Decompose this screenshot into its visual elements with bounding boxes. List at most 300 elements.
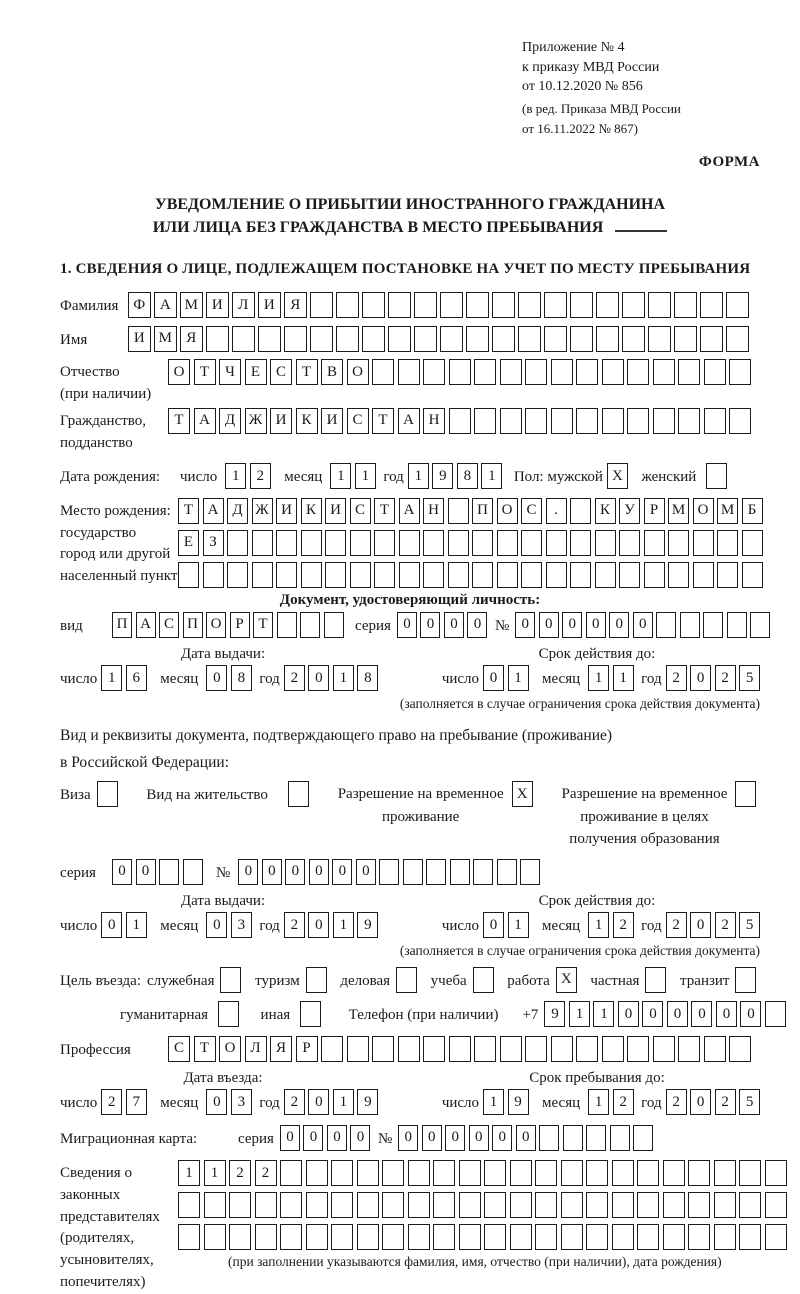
char-cell[interactable]: 1 xyxy=(481,463,502,489)
char-cell[interactable]: 1 xyxy=(126,912,147,938)
id-issue-year-field[interactable] xyxy=(284,665,382,691)
char-cell[interactable] xyxy=(159,859,179,885)
char-cell[interactable]: Т xyxy=(168,408,190,434)
char-cell[interactable]: . xyxy=(546,498,567,524)
char-cell[interactable]: О xyxy=(497,498,518,524)
char-cell[interactable] xyxy=(563,1125,583,1151)
char-cell[interactable]: 0 xyxy=(667,1001,688,1027)
char-cell[interactable] xyxy=(678,1036,700,1062)
char-cell[interactable] xyxy=(518,326,541,352)
char-cell[interactable]: 0 xyxy=(206,665,227,691)
char-cell[interactable] xyxy=(714,1160,736,1186)
char-cell[interactable] xyxy=(735,967,756,993)
char-cell[interactable] xyxy=(596,292,619,318)
char-cell[interactable] xyxy=(408,1224,430,1250)
char-cell[interactable] xyxy=(449,408,471,434)
char-cell[interactable] xyxy=(408,1160,430,1186)
char-cell[interactable] xyxy=(350,562,371,588)
char-cell[interactable]: С xyxy=(159,612,179,638)
char-cell[interactable] xyxy=(379,859,399,885)
char-cell[interactable] xyxy=(440,326,463,352)
char-cell[interactable] xyxy=(472,530,493,556)
char-cell[interactable]: 0 xyxy=(308,912,329,938)
char-cell[interactable] xyxy=(284,326,307,352)
char-cell[interactable] xyxy=(466,326,489,352)
char-cell[interactable]: А xyxy=(194,408,216,434)
char-cell[interactable]: И xyxy=(206,292,229,318)
char-cell[interactable] xyxy=(570,530,591,556)
char-cell[interactable]: Т xyxy=(374,498,395,524)
id-issue-day-field[interactable] xyxy=(101,665,150,691)
char-cell[interactable] xyxy=(403,859,423,885)
char-cell[interactable] xyxy=(459,1224,481,1250)
char-cell[interactable] xyxy=(637,1192,659,1218)
char-cell[interactable] xyxy=(408,1192,430,1218)
guardians-row2-field[interactable] xyxy=(178,1192,790,1218)
char-cell[interactable] xyxy=(656,612,676,638)
char-cell[interactable] xyxy=(414,292,437,318)
char-cell[interactable] xyxy=(637,1224,659,1250)
char-cell[interactable] xyxy=(510,1224,532,1250)
char-cell[interactable]: 0 xyxy=(397,612,417,638)
char-cell[interactable] xyxy=(97,781,118,807)
char-cell[interactable] xyxy=(362,292,385,318)
stay-year-field[interactable] xyxy=(666,1089,764,1115)
char-cell[interactable] xyxy=(729,408,751,434)
char-cell[interactable]: Л xyxy=(232,292,255,318)
char-cell[interactable] xyxy=(280,1192,302,1218)
char-cell[interactable] xyxy=(204,1224,226,1250)
char-cell[interactable] xyxy=(423,562,444,588)
entry-day-field[interactable] xyxy=(101,1089,150,1115)
char-cell[interactable] xyxy=(727,612,747,638)
char-cell[interactable] xyxy=(693,562,714,588)
char-cell[interactable]: И xyxy=(276,498,297,524)
char-cell[interactable] xyxy=(203,562,224,588)
char-cell[interactable]: 0 xyxy=(422,1125,442,1151)
guardians-row1-field[interactable] xyxy=(178,1160,790,1186)
char-cell[interactable] xyxy=(544,326,567,352)
guardians-row3-field[interactable] xyxy=(178,1224,790,1250)
char-cell[interactable]: Д xyxy=(227,498,248,524)
char-cell[interactable]: 2 xyxy=(229,1160,251,1186)
char-cell[interactable] xyxy=(276,530,297,556)
char-cell[interactable] xyxy=(663,1160,685,1186)
char-cell[interactable] xyxy=(433,1192,455,1218)
char-cell[interactable] xyxy=(704,359,726,385)
birthplace-row3-field[interactable] xyxy=(178,562,766,588)
char-cell[interactable]: 0 xyxy=(690,665,711,691)
char-cell[interactable] xyxy=(717,530,738,556)
char-cell[interactable] xyxy=(301,530,322,556)
char-cell[interactable]: М xyxy=(154,326,177,352)
char-cell[interactable] xyxy=(678,359,700,385)
char-cell[interactable] xyxy=(350,530,371,556)
char-cell[interactable]: 1 xyxy=(330,463,351,489)
char-cell[interactable] xyxy=(204,1192,226,1218)
char-cell[interactable]: 1 xyxy=(225,463,246,489)
char-cell[interactable] xyxy=(178,1192,200,1218)
char-cell[interactable]: 0 xyxy=(740,1001,761,1027)
char-cell[interactable] xyxy=(521,530,542,556)
doc-number-field[interactable] xyxy=(515,612,774,638)
char-cell[interactable] xyxy=(570,326,593,352)
char-cell[interactable]: 0 xyxy=(469,1125,489,1151)
char-cell[interactable] xyxy=(619,562,640,588)
private-checkbox[interactable] xyxy=(645,967,670,993)
char-cell[interactable]: 0 xyxy=(303,1125,323,1151)
char-cell[interactable]: П xyxy=(112,612,132,638)
char-cell[interactable]: 2 xyxy=(715,1089,736,1115)
temp-residence-edu-checkbox[interactable] xyxy=(735,781,760,807)
char-cell[interactable]: Ж xyxy=(245,408,267,434)
char-cell[interactable] xyxy=(388,326,411,352)
char-cell[interactable] xyxy=(398,359,420,385)
char-cell[interactable]: 3 xyxy=(231,1089,252,1115)
char-cell[interactable] xyxy=(448,530,469,556)
char-cell[interactable]: 0 xyxy=(609,612,629,638)
char-cell[interactable]: В xyxy=(321,359,343,385)
char-cell[interactable] xyxy=(704,408,726,434)
char-cell[interactable]: 0 xyxy=(492,1125,512,1151)
char-cell[interactable] xyxy=(414,326,437,352)
char-cell[interactable]: 0 xyxy=(515,612,535,638)
char-cell[interactable]: 0 xyxy=(633,612,653,638)
char-cell[interactable] xyxy=(473,967,494,993)
mig-series-field[interactable] xyxy=(280,1125,374,1151)
char-cell[interactable] xyxy=(399,530,420,556)
char-cell[interactable]: 0 xyxy=(642,1001,663,1027)
profession-field[interactable] xyxy=(168,1036,755,1062)
char-cell[interactable] xyxy=(714,1224,736,1250)
char-cell[interactable]: 1 xyxy=(613,665,634,691)
char-cell[interactable] xyxy=(735,781,756,807)
char-cell[interactable] xyxy=(595,562,616,588)
char-cell[interactable] xyxy=(688,1192,710,1218)
char-cell[interactable] xyxy=(178,562,199,588)
char-cell[interactable]: 2 xyxy=(613,1089,634,1115)
char-cell[interactable] xyxy=(742,562,763,588)
char-cell[interactable]: 0 xyxy=(618,1001,639,1027)
char-cell[interactable]: 0 xyxy=(206,1089,227,1115)
char-cell[interactable]: 2 xyxy=(284,665,305,691)
char-cell[interactable] xyxy=(372,359,394,385)
char-cell[interactable] xyxy=(448,562,469,588)
char-cell[interactable] xyxy=(310,292,333,318)
char-cell[interactable] xyxy=(227,562,248,588)
res-valid-month-field[interactable] xyxy=(588,912,637,938)
res-valid-day-field[interactable] xyxy=(483,912,532,938)
char-cell[interactable]: 0 xyxy=(136,859,156,885)
transit-checkbox[interactable] xyxy=(735,967,760,993)
char-cell[interactable] xyxy=(325,562,346,588)
res-valid-year-field[interactable] xyxy=(666,912,764,938)
char-cell[interactable] xyxy=(382,1160,404,1186)
char-cell[interactable] xyxy=(546,562,567,588)
char-cell[interactable]: У xyxy=(619,498,640,524)
char-cell[interactable] xyxy=(525,359,547,385)
char-cell[interactable] xyxy=(653,408,675,434)
char-cell[interactable] xyxy=(637,1160,659,1186)
char-cell[interactable] xyxy=(331,1224,353,1250)
char-cell[interactable]: 1 xyxy=(588,665,609,691)
female-checkbox[interactable] xyxy=(706,463,731,489)
char-cell[interactable] xyxy=(520,859,540,885)
char-cell[interactable] xyxy=(570,498,591,524)
char-cell[interactable]: 1 xyxy=(593,1001,614,1027)
char-cell[interactable] xyxy=(372,1036,394,1062)
char-cell[interactable]: 2 xyxy=(715,912,736,938)
char-cell[interactable]: И xyxy=(321,408,343,434)
char-cell[interactable] xyxy=(544,292,567,318)
char-cell[interactable] xyxy=(765,1192,787,1218)
char-cell[interactable] xyxy=(440,292,463,318)
char-cell[interactable] xyxy=(551,408,573,434)
char-cell[interactable] xyxy=(218,1001,239,1027)
char-cell[interactable] xyxy=(610,1125,630,1151)
char-cell[interactable] xyxy=(596,326,619,352)
char-cell[interactable]: А xyxy=(399,498,420,524)
char-cell[interactable] xyxy=(704,1036,726,1062)
char-cell[interactable] xyxy=(382,1224,404,1250)
char-cell[interactable] xyxy=(288,781,309,807)
char-cell[interactable] xyxy=(398,1036,420,1062)
char-cell[interactable] xyxy=(750,612,770,638)
char-cell[interactable]: 0 xyxy=(539,612,559,638)
char-cell[interactable]: 0 xyxy=(420,612,440,638)
char-cell[interactable]: М xyxy=(717,498,738,524)
char-cell[interactable] xyxy=(280,1224,302,1250)
char-cell[interactable]: 2 xyxy=(255,1160,277,1186)
char-cell[interactable]: 8 xyxy=(457,463,478,489)
birth-day-field[interactable] xyxy=(225,463,274,489)
char-cell[interactable]: 2 xyxy=(613,912,634,938)
char-cell[interactable] xyxy=(645,967,666,993)
char-cell[interactable]: Т xyxy=(194,359,216,385)
char-cell[interactable] xyxy=(586,1192,608,1218)
char-cell[interactable]: О xyxy=(693,498,714,524)
char-cell[interactable]: Т xyxy=(296,359,318,385)
char-cell[interactable]: О xyxy=(347,359,369,385)
char-cell[interactable] xyxy=(627,408,649,434)
char-cell[interactable]: Р xyxy=(644,498,665,524)
char-cell[interactable]: Д xyxy=(219,408,241,434)
char-cell[interactable] xyxy=(535,1224,557,1250)
char-cell[interactable]: 2 xyxy=(666,665,687,691)
char-cell[interactable] xyxy=(433,1224,455,1250)
char-cell[interactable]: 0 xyxy=(398,1125,418,1151)
char-cell[interactable] xyxy=(700,326,723,352)
char-cell[interactable]: Н xyxy=(423,408,445,434)
char-cell[interactable]: 2 xyxy=(715,665,736,691)
birth-year-field[interactable] xyxy=(408,463,506,489)
doc-series-field[interactable] xyxy=(397,612,491,638)
char-cell[interactable] xyxy=(500,359,522,385)
char-cell[interactable] xyxy=(229,1192,251,1218)
char-cell[interactable]: Е xyxy=(178,530,199,556)
char-cell[interactable] xyxy=(551,1036,573,1062)
char-cell[interactable]: И xyxy=(270,408,292,434)
male-checkbox[interactable] xyxy=(607,463,632,489)
char-cell[interactable]: 9 xyxy=(508,1089,529,1115)
char-cell[interactable] xyxy=(336,292,359,318)
char-cell[interactable]: С xyxy=(350,498,371,524)
char-cell[interactable] xyxy=(423,530,444,556)
char-cell[interactable] xyxy=(612,1160,634,1186)
char-cell[interactable] xyxy=(586,1160,608,1186)
char-cell[interactable]: 1 xyxy=(508,665,529,691)
char-cell[interactable]: 1 xyxy=(588,1089,609,1115)
char-cell[interactable] xyxy=(374,530,395,556)
char-cell[interactable]: А xyxy=(136,612,156,638)
char-cell[interactable] xyxy=(653,359,675,385)
visa-checkbox[interactable] xyxy=(97,781,122,807)
char-cell[interactable]: 1 xyxy=(483,1089,504,1115)
id-valid-month-field[interactable] xyxy=(588,665,637,691)
char-cell[interactable] xyxy=(357,1192,379,1218)
char-cell[interactable] xyxy=(525,408,547,434)
char-cell[interactable] xyxy=(627,359,649,385)
char-cell[interactable] xyxy=(518,292,541,318)
char-cell[interactable] xyxy=(484,1192,506,1218)
char-cell[interactable]: 0 xyxy=(308,665,329,691)
char-cell[interactable] xyxy=(423,1036,445,1062)
char-cell[interactable] xyxy=(644,530,665,556)
char-cell[interactable] xyxy=(717,562,738,588)
char-cell[interactable] xyxy=(255,1192,277,1218)
char-cell[interactable] xyxy=(706,463,727,489)
char-cell[interactable] xyxy=(729,1036,751,1062)
entry-year-field[interactable] xyxy=(284,1089,382,1115)
char-cell[interactable] xyxy=(362,326,385,352)
char-cell[interactable]: 5 xyxy=(739,665,760,691)
char-cell[interactable] xyxy=(726,326,749,352)
char-cell[interactable] xyxy=(602,1036,624,1062)
char-cell[interactable]: 0 xyxy=(309,859,329,885)
char-cell[interactable] xyxy=(466,292,489,318)
char-cell[interactable] xyxy=(255,1224,277,1250)
char-cell[interactable] xyxy=(714,1192,736,1218)
char-cell[interactable]: К xyxy=(301,498,322,524)
stay-day-field[interactable] xyxy=(483,1089,532,1115)
char-cell[interactable]: О xyxy=(168,359,190,385)
citizenship-field[interactable] xyxy=(168,408,755,434)
char-cell[interactable]: 9 xyxy=(544,1001,565,1027)
char-cell[interactable]: Ж xyxy=(252,498,273,524)
char-cell[interactable]: 2 xyxy=(666,1089,687,1115)
char-cell[interactable] xyxy=(668,562,689,588)
char-cell[interactable]: 9 xyxy=(357,912,378,938)
char-cell[interactable]: Р xyxy=(230,612,250,638)
char-cell[interactable]: 0 xyxy=(690,1089,711,1115)
char-cell[interactable] xyxy=(510,1192,532,1218)
char-cell[interactable] xyxy=(742,530,763,556)
char-cell[interactable]: 9 xyxy=(432,463,453,489)
char-cell[interactable] xyxy=(484,1224,506,1250)
char-cell[interactable] xyxy=(306,1192,328,1218)
char-cell[interactable] xyxy=(678,408,700,434)
char-cell[interactable]: 8 xyxy=(357,665,378,691)
char-cell[interactable] xyxy=(612,1224,634,1250)
char-cell[interactable]: Н xyxy=(423,498,444,524)
id-valid-day-field[interactable] xyxy=(483,665,532,691)
char-cell[interactable]: П xyxy=(183,612,203,638)
char-cell[interactable] xyxy=(668,530,689,556)
char-cell[interactable] xyxy=(688,1160,710,1186)
char-cell[interactable] xyxy=(561,1192,583,1218)
char-cell[interactable] xyxy=(500,408,522,434)
char-cell[interactable] xyxy=(648,326,671,352)
char-cell[interactable]: Я xyxy=(284,292,307,318)
char-cell[interactable] xyxy=(183,859,203,885)
char-cell[interactable] xyxy=(459,1192,481,1218)
char-cell[interactable]: 1 xyxy=(204,1160,226,1186)
char-cell[interactable] xyxy=(765,1160,787,1186)
char-cell[interactable]: А xyxy=(154,292,177,318)
char-cell[interactable] xyxy=(627,1036,649,1062)
temp-residence-checkbox[interactable] xyxy=(512,781,537,807)
char-cell[interactable] xyxy=(325,530,346,556)
char-cell[interactable] xyxy=(674,326,697,352)
char-cell[interactable] xyxy=(674,292,697,318)
char-cell[interactable]: X xyxy=(512,781,533,807)
char-cell[interactable] xyxy=(663,1192,685,1218)
char-cell[interactable] xyxy=(561,1160,583,1186)
char-cell[interactable]: 2 xyxy=(250,463,271,489)
char-cell[interactable]: 3 xyxy=(231,912,252,938)
char-cell[interactable] xyxy=(301,562,322,588)
char-cell[interactable] xyxy=(535,1192,557,1218)
char-cell[interactable] xyxy=(619,530,640,556)
char-cell[interactable] xyxy=(474,408,496,434)
char-cell[interactable] xyxy=(220,967,241,993)
char-cell[interactable] xyxy=(765,1001,786,1027)
char-cell[interactable]: Я xyxy=(270,1036,292,1062)
char-cell[interactable] xyxy=(347,1036,369,1062)
char-cell[interactable] xyxy=(399,562,420,588)
char-cell[interactable] xyxy=(306,1160,328,1186)
char-cell[interactable] xyxy=(586,1125,606,1151)
char-cell[interactable] xyxy=(423,359,445,385)
mig-number-field[interactable] xyxy=(398,1125,657,1151)
char-cell[interactable] xyxy=(612,1192,634,1218)
char-cell[interactable]: 1 xyxy=(569,1001,590,1027)
char-cell[interactable] xyxy=(474,359,496,385)
char-cell[interactable] xyxy=(492,292,515,318)
char-cell[interactable]: 0 xyxy=(690,912,711,938)
char-cell[interactable] xyxy=(276,562,297,588)
patronymic-field[interactable] xyxy=(168,359,755,385)
char-cell[interactable] xyxy=(551,359,573,385)
char-cell[interactable] xyxy=(484,1160,506,1186)
surname-field[interactable] xyxy=(128,292,752,318)
char-cell[interactable]: 0 xyxy=(516,1125,536,1151)
char-cell[interactable]: 6 xyxy=(126,665,147,691)
char-cell[interactable] xyxy=(258,326,281,352)
char-cell[interactable]: 5 xyxy=(739,1089,760,1115)
char-cell[interactable] xyxy=(310,326,333,352)
char-cell[interactable] xyxy=(622,292,645,318)
study-checkbox[interactable] xyxy=(473,967,498,993)
char-cell[interactable]: 0 xyxy=(332,859,352,885)
char-cell[interactable]: 0 xyxy=(691,1001,712,1027)
char-cell[interactable] xyxy=(473,859,493,885)
char-cell[interactable] xyxy=(570,562,591,588)
char-cell[interactable] xyxy=(570,292,593,318)
char-cell[interactable]: Л xyxy=(245,1036,267,1062)
char-cell[interactable]: X xyxy=(556,967,577,993)
char-cell[interactable]: 0 xyxy=(112,859,132,885)
